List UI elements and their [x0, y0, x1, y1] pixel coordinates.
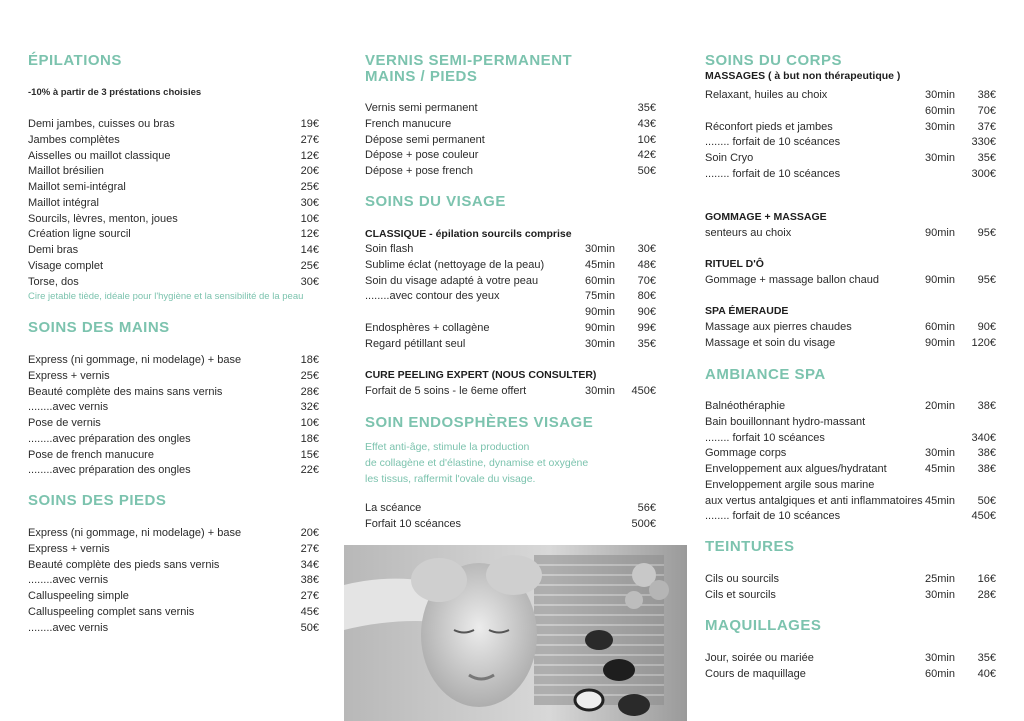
price-row [705, 571, 996, 587]
row-label: aux vertus antalgiques et anti inflammatoires [705, 494, 923, 507]
row-price: 45€ [300, 605, 319, 618]
row-price: 37€ [977, 120, 996, 133]
row-label: Dépose semi permanent [365, 133, 485, 146]
row-price: 70€ [637, 274, 656, 287]
row-label: Maillot semi-intégral [28, 181, 126, 193]
row-price: 20€ [300, 527, 319, 539]
row-price: 32€ [300, 401, 319, 414]
row-price: 15€ [300, 448, 319, 461]
row-label: Beauté complète des pieds sans vernis [28, 558, 220, 571]
row-price: 25€ [300, 259, 319, 272]
price-row [365, 132, 656, 148]
price-row [28, 604, 319, 620]
row-label: Dépose + pose french [365, 165, 473, 177]
row-label: ........avec contour des yeux [365, 290, 500, 303]
row-price: 18€ [300, 432, 319, 445]
row-price: 42€ [637, 149, 656, 162]
row-duration: 30min [585, 385, 615, 397]
row-label: Torse, dos [28, 275, 79, 288]
row-label: Maillot intégral [28, 196, 99, 209]
row-price: 27€ [300, 590, 319, 602]
row-price: 90€ [637, 306, 656, 318]
row-label: Création ligne sourcil [28, 228, 131, 241]
row-label: Demi jambes, cuisses ou bras [28, 118, 175, 130]
row-label: Regard pétillant seul [365, 337, 466, 350]
price-row [28, 132, 319, 148]
row-price: 28€ [977, 588, 996, 601]
price-row [705, 335, 996, 351]
row-label: French manucure [365, 117, 452, 130]
row-duration: 30min [925, 89, 955, 101]
visage-subtitle: CLASSIQUE - épilation sourcils comprise [365, 228, 572, 240]
row-price: 35€ [977, 652, 996, 664]
price-row [705, 445, 996, 461]
row-duration: 30min [925, 588, 955, 601]
row-price: 50€ [977, 494, 996, 507]
price-row [365, 304, 656, 320]
row-label: Gommage + massage ballon chaud [705, 274, 879, 286]
price-row [365, 273, 656, 289]
section-title-ambiance: AMBIANCE SPA [705, 366, 826, 383]
row-label: Soin flash [365, 243, 414, 255]
row-price: 450€ [971, 510, 996, 523]
price-row [28, 148, 319, 164]
row-duration: 45min [585, 258, 615, 271]
row-label: Aisselles ou maillot classique [28, 149, 171, 162]
row-label: Pose de french manucure [28, 448, 154, 461]
row-duration: 30min [925, 120, 955, 133]
price-row [28, 368, 319, 384]
row-label: ........ forfait de 10 scéances [705, 136, 841, 149]
row-label: Cils ou sourcils [705, 573, 779, 585]
price-row [705, 134, 996, 150]
price-row [365, 147, 656, 163]
row-label: ........avec préparation des ongles [28, 432, 191, 445]
price-row [28, 242, 319, 258]
row-price: 50€ [300, 621, 319, 634]
rituel-title: RITUEL D'Ô [705, 258, 764, 270]
price-row [365, 336, 656, 352]
price-row [365, 383, 656, 399]
row-price: 25€ [300, 369, 319, 382]
row-price: 340€ [971, 431, 996, 444]
price-row [705, 150, 996, 166]
price-row [28, 541, 319, 557]
row-label: Cils et sourcils [705, 588, 776, 601]
row-label: Endosphères + collagène [365, 321, 490, 334]
cure-title: CURE PEELING EXPERT (NOUS CONSULTER) [365, 369, 597, 381]
price-row [365, 241, 656, 257]
section-title-endo: SOIN ENDOSPHÈRES VISAGE [365, 414, 594, 431]
price-row [365, 163, 656, 179]
row-price: 35€ [637, 337, 656, 350]
price-row [705, 461, 996, 477]
row-price: 56€ [637, 502, 656, 514]
row-label: Maillot brésilien [28, 165, 104, 178]
row-price: 330€ [971, 136, 996, 149]
row-price: 38€ [977, 400, 996, 412]
row-price: 38€ [977, 463, 996, 475]
row-price: 20€ [300, 165, 319, 178]
spa-woman-image [344, 545, 687, 721]
price-row [705, 650, 996, 666]
price-row [28, 525, 319, 541]
row-price: 12€ [300, 149, 319, 162]
price-row [28, 431, 319, 447]
row-label: La scéance [365, 502, 422, 514]
section-title-maquillages: MAQUILLAGES [705, 617, 822, 634]
price-row [705, 225, 996, 241]
price-row [705, 414, 996, 430]
row-duration: 90min [585, 321, 615, 334]
row-label: ........avec vernis [28, 621, 109, 634]
row-duration: 30min [585, 337, 615, 350]
price-row [365, 100, 656, 116]
price-row [28, 557, 319, 573]
row-price: 38€ [300, 574, 319, 587]
price-row [28, 258, 319, 274]
row-price: 48€ [637, 258, 656, 271]
row-label: ........ forfait 10 scéances [705, 431, 825, 444]
row-price: 70€ [977, 104, 996, 117]
price-row [28, 211, 319, 227]
section-title-mains: SOINS DES MAINS [28, 319, 170, 336]
row-duration: 60min [925, 104, 955, 117]
row-duration: 45min [925, 494, 955, 507]
row-price: 35€ [637, 102, 656, 114]
row-price: 38€ [977, 89, 996, 101]
price-row [365, 257, 656, 273]
row-label: Enveloppement argile sous marine [705, 478, 875, 491]
price-row [705, 103, 996, 119]
row-label: Express (ni gommage, ni modelage) + base [28, 354, 242, 366]
row-label: Calluspeeling complet sans vernis [28, 605, 195, 618]
row-price: 28€ [300, 385, 319, 398]
row-price: 30€ [300, 196, 319, 209]
row-label: Cours de maquillage [705, 667, 806, 680]
row-price: 10€ [300, 417, 319, 429]
row-duration: 45min [925, 463, 955, 475]
price-row [705, 587, 996, 603]
spa-photo [344, 545, 687, 721]
price-row [28, 588, 319, 604]
row-price: 12€ [300, 228, 319, 241]
row-label: ........avec vernis [28, 401, 109, 414]
endo-desc-3: les tissus, raffermit l'ovale du visage. [365, 473, 536, 485]
section-title-vernis-2: MAINS / PIEDS [365, 68, 478, 85]
row-price: 99€ [637, 321, 656, 334]
row-duration: 20min [925, 400, 955, 412]
row-price: 95€ [977, 274, 996, 286]
price-row [365, 516, 656, 532]
row-label: senteurs au choix [705, 227, 792, 239]
price-row [705, 119, 996, 135]
row-price: 40€ [977, 667, 996, 680]
price-row [705, 666, 996, 682]
price-row [28, 462, 319, 478]
row-label: Réconfort pieds et jambes [705, 120, 833, 133]
price-row [705, 166, 996, 182]
row-duration: 60min [925, 667, 955, 680]
row-label: Massage aux pierres chaudes [705, 321, 852, 333]
row-duration: 90min [925, 336, 955, 349]
price-row [28, 399, 319, 415]
row-price: 300€ [971, 167, 996, 180]
row-label: Jambes complètes [28, 133, 120, 146]
row-price: 16€ [977, 573, 996, 585]
massages-subtitle: MASSAGES ( à but non thérapeutique ) [705, 70, 901, 82]
row-label: Balnéothéraphie [705, 400, 786, 412]
price-row [28, 447, 319, 463]
row-label: ........ forfait de 10 scéances [705, 510, 841, 523]
price-row [28, 195, 319, 211]
price-row [365, 320, 656, 336]
price-row [705, 87, 996, 103]
row-duration: 75min [585, 290, 615, 303]
price-row [28, 116, 319, 132]
row-duration: 25min [925, 573, 955, 585]
price-row [365, 288, 656, 304]
row-price: 25€ [300, 181, 319, 193]
row-price: 14€ [300, 244, 319, 256]
row-price: 38€ [977, 447, 996, 460]
row-price: 35€ [977, 152, 996, 164]
section-title-vernis-1: VERNIS SEMI-PERMANENT [365, 52, 573, 69]
price-row [28, 415, 319, 431]
price-row [705, 319, 996, 335]
price-row [705, 493, 996, 509]
row-price: 450€ [631, 385, 656, 397]
row-price: 30€ [637, 243, 656, 255]
row-price: 120€ [971, 336, 996, 349]
price-row [365, 500, 656, 516]
row-duration: 90min [585, 306, 615, 318]
row-label: Calluspeeling simple [28, 590, 129, 602]
row-duration: 60min [585, 274, 615, 287]
row-label: Forfait 10 scéances [365, 517, 461, 530]
row-price: 95€ [977, 227, 996, 239]
row-price: 10€ [300, 212, 319, 225]
row-label: Sublime éclat (nettoyage de la peau) [365, 258, 545, 271]
row-duration: 30min [925, 447, 955, 460]
row-label: Bain bouillonnant hydro-massant [705, 415, 866, 428]
section-title-epilations: ÉPILATIONS [28, 52, 122, 69]
price-row [28, 384, 319, 400]
price-row [28, 352, 319, 368]
price-row [28, 226, 319, 242]
price-row [28, 620, 319, 636]
price-row [705, 430, 996, 446]
row-label: Express (ni gommage, ni modelage) + base [28, 527, 242, 539]
row-label: Gommage corps [705, 447, 787, 460]
row-price: 90€ [977, 321, 996, 333]
row-price: 19€ [300, 118, 319, 130]
row-label: Visage complet [28, 259, 104, 272]
row-label: Enveloppement aux algues/hydratant [705, 463, 887, 475]
price-row [28, 163, 319, 179]
row-label: Vernis semi permanent [365, 102, 478, 114]
row-price: 22€ [300, 464, 319, 477]
row-price: 18€ [300, 354, 319, 366]
section-title-pieds: SOINS DES PIEDS [28, 492, 167, 509]
price-row [365, 116, 656, 132]
price-row [705, 272, 996, 288]
row-label: Forfait de 5 soins - le 6eme offert [365, 385, 527, 397]
row-label: Relaxant, huiles au choix [705, 89, 828, 101]
row-price: 43€ [637, 117, 656, 130]
row-price: 34€ [300, 558, 319, 571]
gommage-title: GOMMAGE + MASSAGE [705, 211, 827, 223]
row-price: 500€ [631, 517, 656, 530]
row-price: 10€ [637, 133, 656, 146]
row-label: Beauté complète des mains sans vernis [28, 385, 223, 398]
row-duration: 30min [925, 652, 955, 664]
row-label: Dépose + pose couleur [365, 149, 479, 162]
row-duration: 60min [925, 321, 955, 333]
row-duration: 30min [925, 152, 955, 164]
row-price: 30€ [300, 275, 319, 288]
row-price: 27€ [300, 133, 319, 146]
row-duration: 90min [925, 274, 955, 286]
row-duration: 90min [925, 227, 955, 239]
row-duration: 30min [585, 243, 615, 255]
row-price: 27€ [300, 542, 319, 555]
row-label: ........ forfait de 10 scéances [705, 167, 841, 180]
price-row [705, 508, 996, 524]
endo-desc-2: de collagène et d'élastine, dynamise et oxygène [365, 457, 589, 469]
price-row [705, 477, 996, 493]
row-label: Soin Cryo [705, 152, 754, 164]
wax-footnote: Cire jetable tiède, idéale pour l'hygiène et la sensibilité de la peau [28, 291, 304, 302]
price-row [28, 274, 319, 290]
price-row [28, 572, 319, 588]
spa-title: SPA ÉMERAUDE [705, 305, 789, 317]
row-label: ........avec vernis [28, 574, 109, 587]
section-title-visage: SOINS DU VISAGE [365, 193, 506, 210]
row-label: ........avec préparation des ongles [28, 464, 191, 477]
row-label: Demi bras [28, 244, 79, 256]
row-price: 50€ [637, 165, 656, 177]
discount-note: -10% à partir de 3 préstations choisies [28, 87, 202, 98]
row-label: Jour, soirée ou mariée [705, 652, 814, 664]
endo-desc-1: Effet anti-âge, stimule la production [365, 441, 530, 453]
row-label: Express + vernis [28, 369, 110, 382]
row-price: 80€ [637, 290, 656, 303]
row-label: Soin du visage adapté à votre peau [365, 274, 539, 287]
price-row [28, 179, 319, 195]
row-label: Massage et soin du visage [705, 336, 836, 349]
row-label: Pose de vernis [28, 417, 101, 429]
section-title-teintures: TEINTURES [705, 538, 795, 555]
price-row [705, 398, 996, 414]
section-title-corps: SOINS DU CORPS [705, 52, 843, 69]
row-label: Sourcils, lèvres, menton, joues [28, 212, 178, 225]
row-label: Express + vernis [28, 542, 110, 555]
